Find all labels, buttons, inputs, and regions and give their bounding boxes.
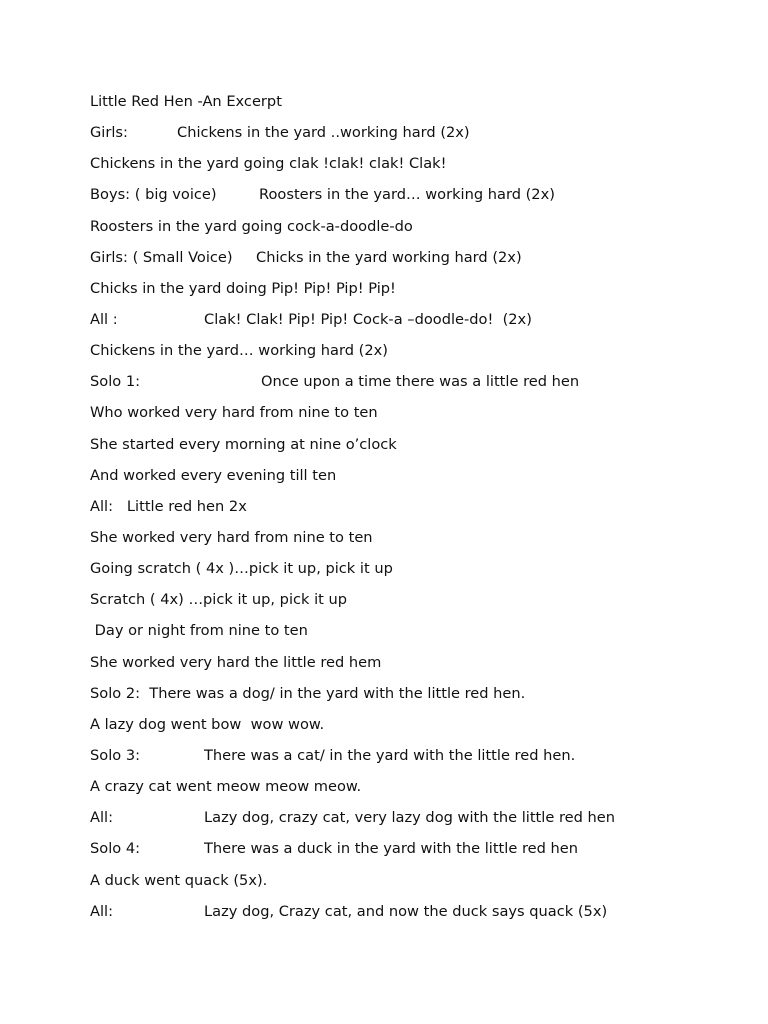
script-line <box>90 621 730 652</box>
script-line <box>90 808 730 839</box>
document-title <box>90 92 730 123</box>
line-text: She started every morning at nine o’clock <box>90 435 397 453</box>
script-line <box>90 341 730 372</box>
script-line <box>90 372 730 403</box>
line-text: Roosters in the yard going cock-a-doodle-do <box>90 217 413 235</box>
line-text: Chickens in the yard ..working hard (2x) <box>177 124 470 142</box>
speaker-label: Girls: ( Small Voice) <box>90 248 233 266</box>
line-text: Roosters in the yard… working hard (2x) <box>259 186 555 204</box>
line-text: She worked very hard from nine to ten <box>90 528 373 546</box>
script-line <box>90 310 730 341</box>
line-text: A crazy cat went meow meow meow. <box>90 778 362 796</box>
script-line <box>90 653 730 684</box>
speaker-label: All: <box>90 902 114 920</box>
line-text: Scratch ( 4x) …pick it up, pick it up <box>90 591 348 609</box>
line-text: A duck went quack (5x). <box>90 871 268 889</box>
line-text: There was a cat/ in the yard with the little red hen. <box>204 746 576 764</box>
speaker-label: Girls: <box>90 124 128 142</box>
speaker-label: All : <box>90 310 118 328</box>
script-line <box>90 871 730 902</box>
line-text: Going scratch ( 4x )…pick it up, pick it up <box>90 560 393 578</box>
script-line <box>90 435 730 466</box>
line-text: Solo 2: There was a dog/ in the yard with the little red hen. <box>90 684 526 702</box>
script-line <box>90 497 730 528</box>
script-line <box>90 185 730 216</box>
line-text: There was a duck in the yard with the little red hen <box>204 840 578 858</box>
script-line <box>90 684 730 715</box>
line-text: Chicks in the yard working hard (2x) <box>256 248 522 266</box>
script-line <box>90 839 730 870</box>
line-text: Day or night from nine to ten <box>90 622 308 640</box>
script-line <box>90 154 730 185</box>
speaker-label: Boys: ( big voice) <box>90 186 217 204</box>
line-text: A lazy dog went bow wow wow. <box>90 715 325 733</box>
script-line <box>90 746 730 777</box>
line-text: Once upon a time there was a little red hen <box>261 373 580 391</box>
script-line <box>90 279 730 310</box>
script-line <box>90 559 730 590</box>
line-text: And worked every evening till ten <box>90 466 337 484</box>
line-text: Chicks in the yard doing Pip! Pip! Pip! Pip! <box>90 279 396 297</box>
speaker-label: Solo 3: <box>90 746 141 764</box>
title-text: Little Red Hen -An Excerpt <box>90 93 282 110</box>
speaker-label: Solo 1: <box>90 373 141 391</box>
script-line <box>90 217 730 248</box>
line-text: Who worked very hard from nine to ten <box>90 404 378 422</box>
line-text: Chickens in the yard going clak !clak! clak! Clak! <box>90 155 447 173</box>
script-line <box>90 590 730 621</box>
line-text: She worked very hard the little red hem <box>90 653 382 671</box>
speaker-label: All: <box>90 809 114 827</box>
script-line <box>90 528 730 559</box>
line-text: Lazy dog, Crazy cat, and now the duck says quack (5x) <box>204 902 608 920</box>
script-line <box>90 123 730 154</box>
document-body <box>90 92 730 933</box>
line-text: All: Little red hen 2x <box>90 497 247 515</box>
script-line <box>90 248 730 279</box>
speaker-label: Solo 4: <box>90 840 141 858</box>
script-line <box>90 403 730 434</box>
script-line <box>90 902 730 933</box>
script-line <box>90 466 730 497</box>
line-text: Chickens in the yard… working hard (2x) <box>90 342 388 360</box>
line-text: Clak! Clak! Pip! Pip! Cock-a –doodle-do! (2x) <box>204 310 532 328</box>
script-line <box>90 715 730 746</box>
line-text: Lazy dog, crazy cat, very lazy dog with the little red hen <box>204 809 615 827</box>
script-line <box>90 777 730 808</box>
